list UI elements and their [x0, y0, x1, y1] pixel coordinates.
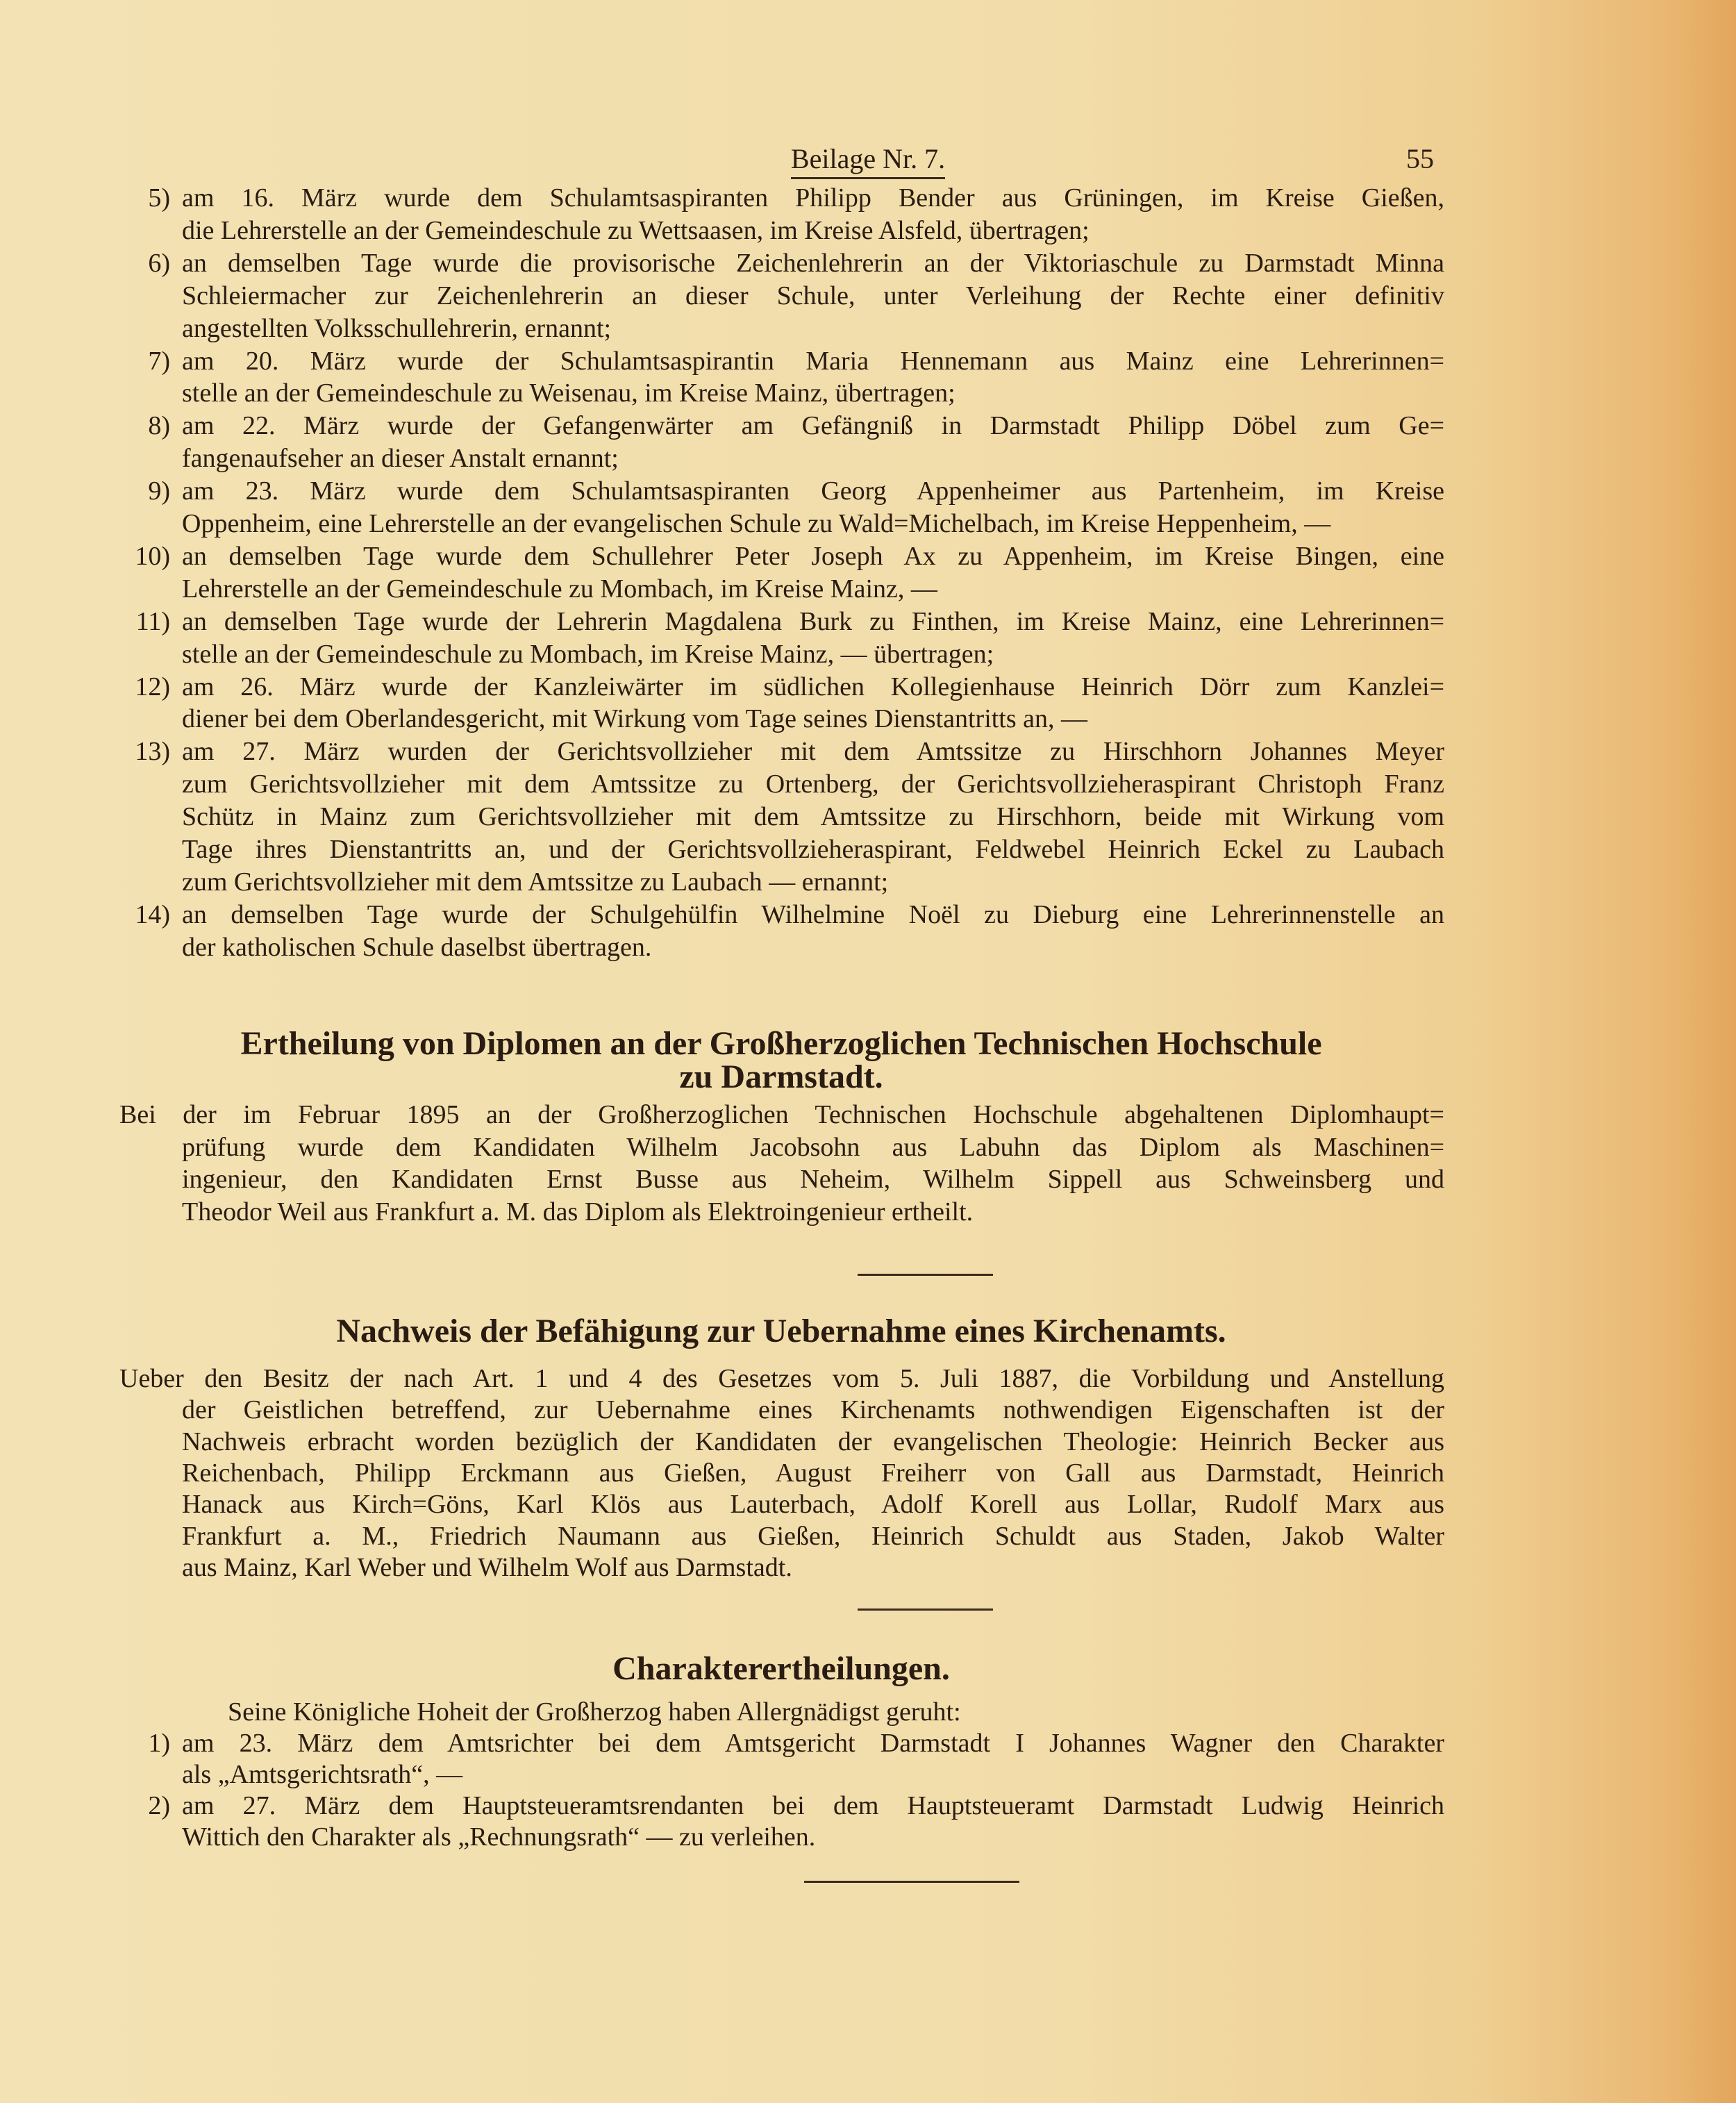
list-item-line: die Lehrerstelle an der Gemeindeschule zu Wettsaasen, im Kreise Alsfeld, übertragen;: [182, 215, 1090, 245]
section-heading-titles: Charakterertheilungen.: [612, 1650, 950, 1687]
list-item-line: diener bei dem Oberlandesgericht, mit Wirkung vom Tage seines Dienstantritts an, —: [182, 704, 1088, 734]
item-number: 5): [148, 183, 170, 213]
list-item-line: Schütz in Mainz zum Gerichtsvollzieher mit dem Amtssitze zu Hirschhorn, beide mit Wirkung vom: [182, 802, 1444, 832]
list-item-line: an demselben Tage wurde die provisorische Zeichenlehrerin an der Viktoriaschule zu Darmstadt Minna: [182, 248, 1444, 278]
item-number: 6): [148, 248, 170, 278]
paragraph-line: Hanack aus Kirch=Göns, Karl Klös aus Lauterbach, Adolf Korell aus Lollar, Rudolf Marx aus: [182, 1490, 1444, 1520]
list-item-line: stelle an der Gemeindeschule zu Weisenau, im Kreise Mainz, übertragen;: [182, 379, 955, 408]
item-number: 12): [135, 672, 170, 701]
list-item-line: Schleiermacher zur Zeichenlehrerin an dieser Schule, unter Verleihung der Rechte einer definitiv: [182, 281, 1444, 310]
item-number: 13): [135, 737, 170, 767]
paragraph-line: Reichenbach, Philipp Erckmann aus Gießen, August Freiherr von Gall aus Darmstadt, Heinrich: [182, 1458, 1444, 1488]
running-title: Beilage Nr. 7.: [0, 142, 1736, 175]
item-number: 7): [148, 346, 170, 376]
section-heading-diplomas: Ertheilung von Diplomen an der Großherzoglichen Technischen Hochschule: [240, 1025, 1322, 1062]
paragraph-line: aus Mainz, Karl Weber und Wilhelm Wolf aus Darmstadt.: [182, 1552, 792, 1582]
list-item-line: am 23. März wurde dem Schulamtsaspiranten Georg Appenheimer aus Partenheim, im Kreise: [182, 476, 1444, 506]
item-number: 10): [135, 541, 170, 571]
item-number: 2): [148, 1791, 170, 1820]
intro-line: Seine Königliche Hoheit der Großherzog haben Allergnädigst geruht:: [228, 1697, 961, 1727]
section-heading-church: Nachweis der Befähigung zur Uebernahme eines Kirchenamts.: [336, 1313, 1226, 1349]
divider: [804, 1881, 1019, 1883]
list-item-line: als „Amtsgerichtsrath“, —: [182, 1760, 463, 1789]
list-item-line: Oppenheim, eine Lehrerstelle an der evangelischen Schule zu Wald=Michelbach, im Kreise Heppenheim, —: [182, 509, 1331, 538]
list-item-line: am 23. März dem Amtsrichter bei dem Amtsgericht Darmstadt I Johannes Wagner den Charakter: [182, 1729, 1444, 1758]
paragraph-line: ingenieur, den Kandidaten Ernst Busse aus Neheim, Wilhelm Sippell aus Schweinsberg und: [182, 1165, 1444, 1194]
list-item-line: an demselben Tage wurde der Lehrerin Magdalena Burk zu Finthen, im Kreise Mainz, eine Lehrerinnen=: [182, 606, 1444, 636]
list-item-line: zum Gerichtsvollzieher mit dem Amtssitze zu Ortenberg, der Gerichtsvollzieheraspirant Christoph Franz: [182, 770, 1444, 799]
paragraph-line: der Geistlichen betreffend, zur Uebernahme eines Kirchenamts nothwendigen Eigenschaften ist der: [182, 1395, 1444, 1425]
list-item-line: fangenaufseher an dieser Anstalt ernannt;: [182, 444, 619, 474]
list-item-line: Wittich den Charakter als „Rechnungsrath“ — zu verleihen.: [182, 1822, 816, 1852]
paragraph-line: Frankfurt a. M., Friedrich Naumann aus Gießen, Heinrich Schuldt aus Staden, Jakob Walter: [182, 1521, 1444, 1551]
list-item-line: am 26. März wurde der Kanzleiwärter im südlichen Kollegienhause Heinrich Dörr zum Kanzlei=: [182, 672, 1444, 701]
item-number: 9): [148, 476, 170, 506]
list-item-line: angestellten Volksschullehrerin, ernannt;: [182, 313, 612, 343]
paragraph-line: Nachweis erbracht worden bezüglich der Kandidaten der evangelischen Theologie: Heinrich Becker aus: [182, 1427, 1444, 1456]
item-number: 14): [135, 899, 170, 929]
page-number: 55: [1406, 143, 1434, 174]
list-item-line: der katholischen Schule daselbst übertragen.: [182, 932, 652, 962]
list-item-line: am 22. März wurde der Gefangenwärter am Gefängniß in Darmstadt Philipp Döbel zum Ge=: [182, 411, 1444, 441]
item-number: 1): [148, 1729, 170, 1758]
item-number: 11): [135, 606, 170, 636]
paragraph-line: Theodor Weil aus Frankfurt a. M. das Diplom als Elektroingenieur ertheilt.: [182, 1197, 974, 1227]
list-item-line: an demselben Tage wurde dem Schullehrer Peter Joseph Ax zu Appenheim, im Kreise Bingen, eine: [182, 541, 1444, 571]
list-item-line: an demselben Tage wurde der Schulgehülfin Wilhelmine Noël zu Dieburg eine Lehrerinnenstelle an: [182, 899, 1444, 929]
item-number: 8): [148, 411, 170, 441]
list-item-line: am 27. März dem Hauptsteueramtsrendanten bei dem Hauptsteueramt Darmstadt Ludwig Heinrich: [182, 1791, 1444, 1820]
list-item-line: am 27. März wurden der Gerichtsvollzieher mit dem Amtssitze zu Hirschhorn Johannes Meyer: [182, 737, 1444, 767]
section-heading-diplomas-cont: zu Darmstadt.: [679, 1058, 883, 1095]
list-item-line: stelle an der Gemeindeschule zu Mombach, im Kreise Mainz, — übertragen;: [182, 639, 994, 669]
list-item-line: Lehrerstelle an der Gemeindeschule zu Mombach, im Kreise Mainz, —: [182, 574, 937, 604]
list-item-line: Tage ihres Dienstantritts an, und der Gerichtsvollzieheraspirant, Feldwebel Heinrich Eckel zu Laubach: [182, 835, 1444, 864]
divider: [858, 1609, 993, 1611]
list-item-line: zum Gerichtsvollzieher mit dem Amtssitze zu Laubach — ernannt;: [182, 867, 889, 897]
paragraph-line: Ueber den Besitz der nach Art. 1 und 4 des Gesetzes vom 5. Juli 1887, die Vorbildung und Anstellung: [119, 1364, 1444, 1393]
list-item-line: am 16. März wurde dem Schulamtsaspiranten Philipp Bender aus Grüningen, im Kreise Gießen,: [182, 183, 1444, 213]
list-item-line: am 20. März wurde der Schulamtsaspirantin Maria Hennemann aus Mainz eine Lehrerinnen=: [182, 346, 1444, 376]
divider: [858, 1274, 993, 1276]
paragraph-line: prüfung wurde dem Kandidaten Wilhelm Jacobsohn aus Labuhn das Diplom als Maschinen=: [182, 1132, 1444, 1162]
paragraph-line: Bei der im Februar 1895 an der Großherzoglichen Technischen Hochschule abgehaltenen Diplomhaupt=: [119, 1100, 1444, 1129]
